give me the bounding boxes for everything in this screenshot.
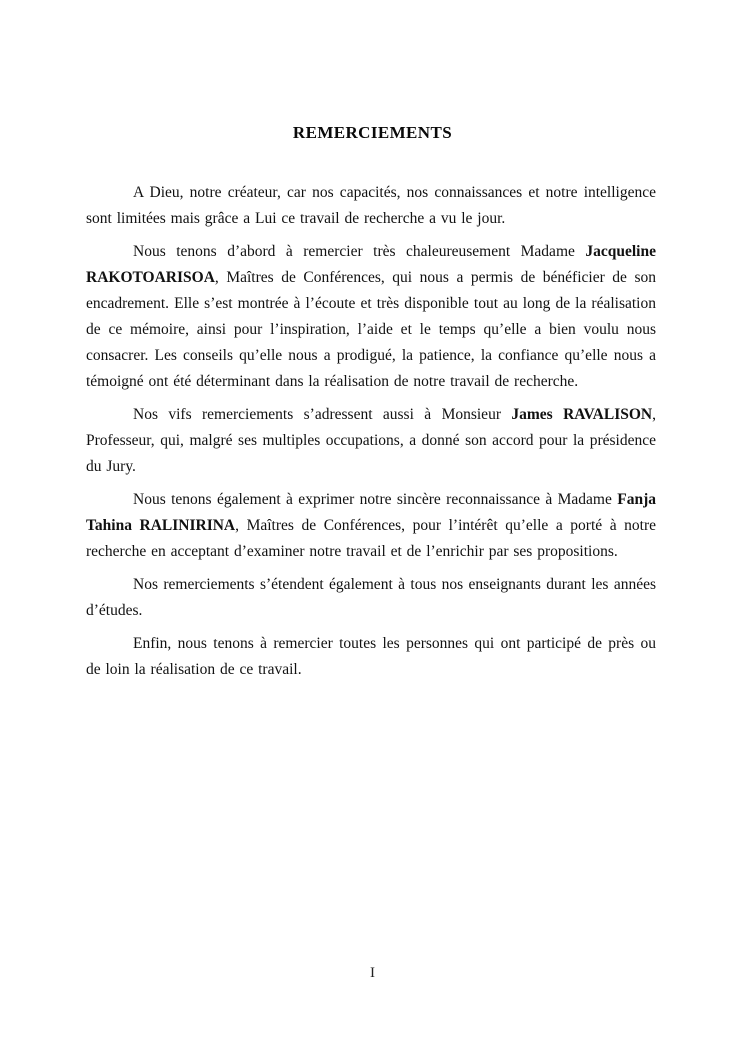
text-segment: , Maîtres de Conférences, pour l’intérêt qu’elle a porté à notre recherche en acceptant d’examiner notre travail et de l’enrichir par ses propositions.: [86, 517, 656, 560]
text-segment: Enfin, nous tenons à remercier toutes les personnes qui ont participé de près ou de loin la réalisation de ce travail.: [86, 635, 656, 678]
bold-text-segment: James RAVALISON: [511, 406, 653, 423]
page-title: REMERCIEMENTS: [292, 123, 453, 142]
page-number: I: [370, 965, 375, 981]
text-segment: Nos vifs remerciements s’adressent aussi à Monsieur: [133, 406, 512, 423]
text-segment: A Dieu, notre créateur, car nos capacités, nos connaissances et notre intelligence sont limitées mais grâce a Lui ce travail de recherche a vu le jour.: [86, 184, 656, 227]
text-segment: , Maîtres de Conférences, qui nous a permis de bénéficier de son encadrement. Elle s’est montrée à l’écoute et très disponible tout au long de la réalisation de ce mémoire, ainsi pour l’inspiration, l’aide et le temps qu’elle a bien voulu nous consacrer. Les conseils qu’elle nous a prodigué, la patience, la confiance qu’elle nous a témoigné ont été déterminant dans la réalisation de notre travail de recherche.: [86, 269, 656, 390]
paragraph: [86, 487, 656, 565]
text-segment: Nous tenons également à exprimer notre sincère reconnaissance à Madame: [133, 491, 618, 508]
paragraph: [86, 572, 656, 624]
text-segment: Nos remerciements s’étendent également à tous nos enseignants durant les années d’études.: [86, 576, 656, 619]
paragraph: [86, 239, 656, 395]
bold-text-segment: Jacqueline RAKOTOARISOA: [86, 243, 656, 286]
paragraph: [86, 180, 656, 232]
text-segment: , Professeur, qui, malgré ses multiples occupations, a donné son accord pour la présidence du Jury.: [86, 406, 656, 475]
paragraph: [86, 631, 656, 683]
bold-text-segment: Fanja Tahina RALINIRINA: [86, 491, 656, 534]
paragraph: [86, 402, 656, 480]
acknowledgments-body: [86, 180, 656, 690]
text-segment: Nous tenons d’abord à remercier très chaleureusement Madame: [133, 243, 586, 260]
